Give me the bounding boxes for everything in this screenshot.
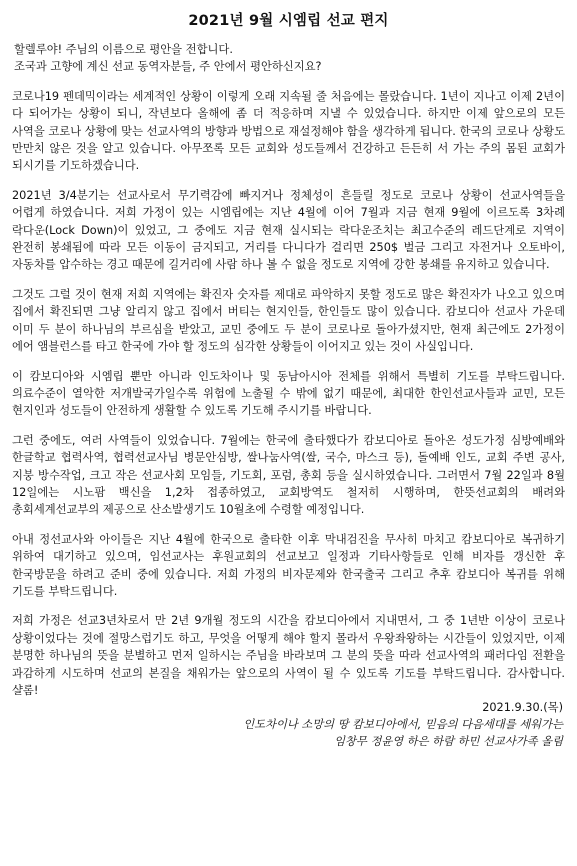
paragraph-closing: 저희 가정은 선교3년차로서 만 2년 9개월 정도의 시간을 캄보디아에서 지내면서, 그 중 1년반 이상이 코로나 상황이었다는 것에 절망스럽기도 하고, 무엇을 어떻게 해야 할지 몰라서 우왕좌왕하는 시간들이 있었지만, 이제 분명한 하나님의 뜻을 분별하고 먼저 일하시는 주님을 바라보며 그 분의 뜻을 따라 선교사역의 패러다임 전환을 과감하게 시도하며 선교의 본질을 채워가는 앞으로의 사역이 될 수 있도록 기도를 부탁드립니다. 감사합니다. 샬롬!	[12, 614, 565, 697]
paragraph-prayer-request: 이 캄보디아와 시엠립 뿐만 아니라 인도차이나 및 동남아시아 전체를 위해서 특별히 기도를 부탁드립니다. 의료수준이 열악한 저개발국가일수록 위험에 노출될 수 밖에 없기 때문에, 최대한 한인선교사들과 교민, 모든 현지인과 성도들이 안전하게 생활할 수 있도록 기도해 주시기를 바랍니다.	[12, 369, 565, 418]
greeting-line: 조국과 고향에 계신 선교 동역자분들, 주 안에서 평안하신지요?	[14, 60, 322, 74]
signature-line: 인도차이나 소망의 땅 캄보디아에서, 믿음의 다음세대를 세워가는	[243, 718, 563, 732]
greeting-line: 할렐루야! 주님의 이름으로 평안을 전합니다.	[14, 43, 233, 56]
letter-date: 2021.9.30.(목)	[482, 701, 563, 715]
paragraph-lockdown: 2021년 3/4분기는 선교사로서 무기력감에 빠지거나 정체성이 흔들릴 정도로 코로나 상황이 선교사역들을 어렵게 하였습니다. 저희 가정이 있는 시엠립에는 지난 4월에 이어 7월과 지금 현재 9월에 이르도록 3차례 락다운(Lock Down)이 있었고, 그 중에도 지금 현재 실시되는 락다운조치는 최고수준의 레드단계로 지역이 완전히 봉쇄됨에 따라 모든 이동이 금지되고, 거리를 다니다가 걸리면 250$ 벌금 그리고 자전거나 오토바이, 자동차를 압수하는 경고 때문에 길거리에 사람 하나 볼 수 없을 정도로 지역에 강한 봉쇄를 유지하고 있습니다.	[12, 188, 565, 272]
paragraph-ministries: 그런 중에도, 여러 사역들이 있었습니다. 7월에는 한국에 출타했다가 캄보디아로 돌아온 성도가정 심방예배와 한글학교 협력사역, 협력선교사님 병문안심방, 쌀나눔사역(쌀, 국수, 마스크 등), 돌예배 인도, 교회 주변 공사, 지붕 방수작업, 크고 작은 선교사회 모임들, 기도회, 포럼, 총회 등을 실시하였습니다. 그러면서 7월 22일과 8월 12일에는 시노팜 백신을 1,2차 접종하였고, 교회방역도 철저히 시행하며, 한뜻선교회의 배려와 총회세계선교부의 제공으로 산소발생기도 10월초에 수령할 예정입니다.	[12, 433, 566, 517]
paragraph-covid-situation: 코로나19 펜데믹이라는 세계적인 상황이 이렇게 오래 지속될 줄 처음에는 몰랐습니다. 1년이 지나고 이제 2년이 다 되어가는 상황이 되니, 작년보다 올해에 좀 더 적응하며 지낼 수 있었습니다. 하지만 이제 앞으로의 모든 사역을 코로나 상황에 맞는 선교사역의 방향과 방법으로 재설정해야 함을 생각하게 됩니다. 한국의 코로나 상황도 만만치 않은 것을 알고 있습니다. 아무쪼록 모든 교회와 성도들께서 건강하고 든든히 서 가는 주의 몸된 교회가 되시기를 기도하겠습니다.	[12, 89, 565, 173]
letter-title: 2021년 9월 시엠립 선교 편지	[188, 13, 389, 29]
signature-line: 임창무 정윤영 하은 하람 하민 선교사가족 올림	[334, 735, 563, 749]
paragraph-infections: 그것도 그럴 것이 현재 저희 지역에는 확진자 숫자를 제대로 파악하지 못할 정도로 많은 확진자가 나오고 있으며 집에서 확진되면 그냥 알리지 않고 집에서 버티는 현지인들, 한인들도 많이 있습니다. 캄보디아 선교사 가운데 이미 두 분이 하나님의 부르심을 받았고, 교민 중에도 두 분이 코로나로 돌아가셨지만, 현재 최근에도 2가정이 에어 앰블런스를 타고 한국에 가야 할 정도의 심각한 상황들이 이어지고 있는 것이 사실입니다.	[12, 287, 565, 354]
greeting	[12, 41, 565, 76]
paragraph-family: 아내 정선교사와 아이들은 지난 4월에 한국으로 출타한 이후 막내검진을 무사히 마치고 캄보디아로 복귀하기 위하여 대기하고 있으며, 임선교사는 후원교회의 선교보고 일정과 기타사항들로 인해 비자를 갱신한 후 한국방문을 하려고 준비 중에 있습니다. 저희 가정의 비자문제와 한국출국 그리고 추후 캄보디아 복귀를 위해 기도를 부탁드립니다.	[12, 532, 565, 598]
